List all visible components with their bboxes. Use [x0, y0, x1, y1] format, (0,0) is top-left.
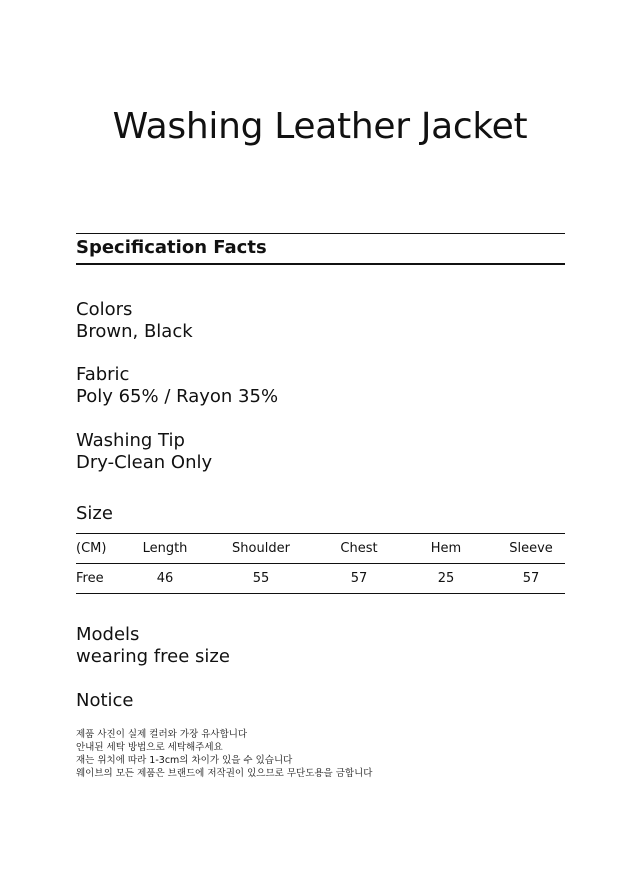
colors-label: Colors: [76, 299, 133, 320]
spec-heading: Specification Facts: [76, 237, 267, 258]
notice-line: 재는 위치에 따라 1-3cm의 차이가 있을 수 있습니다: [76, 755, 293, 766]
table-row: [76, 564, 565, 594]
size-cell-hem: 25: [395, 564, 497, 594]
colors-value: Brown, Black: [76, 321, 193, 342]
notice-line: 안내된 세탁 방법으로 세탁해주세요: [76, 742, 223, 753]
size-header-sleeve: Sleeve: [497, 534, 565, 564]
notice-line: 웨이브의 모든 제품은 브랜드에 저작권이 있으므로 무단도용을 금합니다: [76, 768, 373, 779]
models-value: wearing free size: [76, 646, 230, 667]
size-cell-chest: 57: [323, 564, 395, 594]
spec-top-divider: [76, 233, 565, 234]
spec-bottom-divider: [76, 263, 565, 265]
size-cell-shoulder: 55: [199, 564, 323, 594]
fabric-value: Poly 65% / Rayon 35%: [76, 386, 279, 407]
size-header-hem: Hem: [395, 534, 497, 564]
size-header-shoulder: Shoulder: [199, 534, 323, 564]
size-cell-sleeve: 57: [497, 564, 565, 594]
product-title: Washing Leather Jacket: [112, 106, 528, 147]
size-cell-size: Free: [76, 564, 131, 594]
size-cell-length: 46: [131, 564, 199, 594]
size-table-header-row: [76, 534, 565, 564]
washing-tip-value: Dry-Clean Only: [76, 452, 213, 473]
notice-label: Notice: [76, 690, 134, 711]
size-header-length: Length: [131, 534, 199, 564]
fabric-label: Fabric: [76, 364, 130, 385]
size-table: [76, 533, 565, 594]
models-label: Models: [76, 624, 140, 645]
size-header-unit: (CM): [76, 534, 131, 564]
size-label: Size: [76, 503, 113, 524]
notice-text: [76, 728, 372, 780]
washing-tip-label: Washing Tip: [76, 430, 185, 451]
notice-line: 제품 사진이 실제 컬러와 가장 유사합니다: [76, 729, 248, 740]
size-header-chest: Chest: [323, 534, 395, 564]
